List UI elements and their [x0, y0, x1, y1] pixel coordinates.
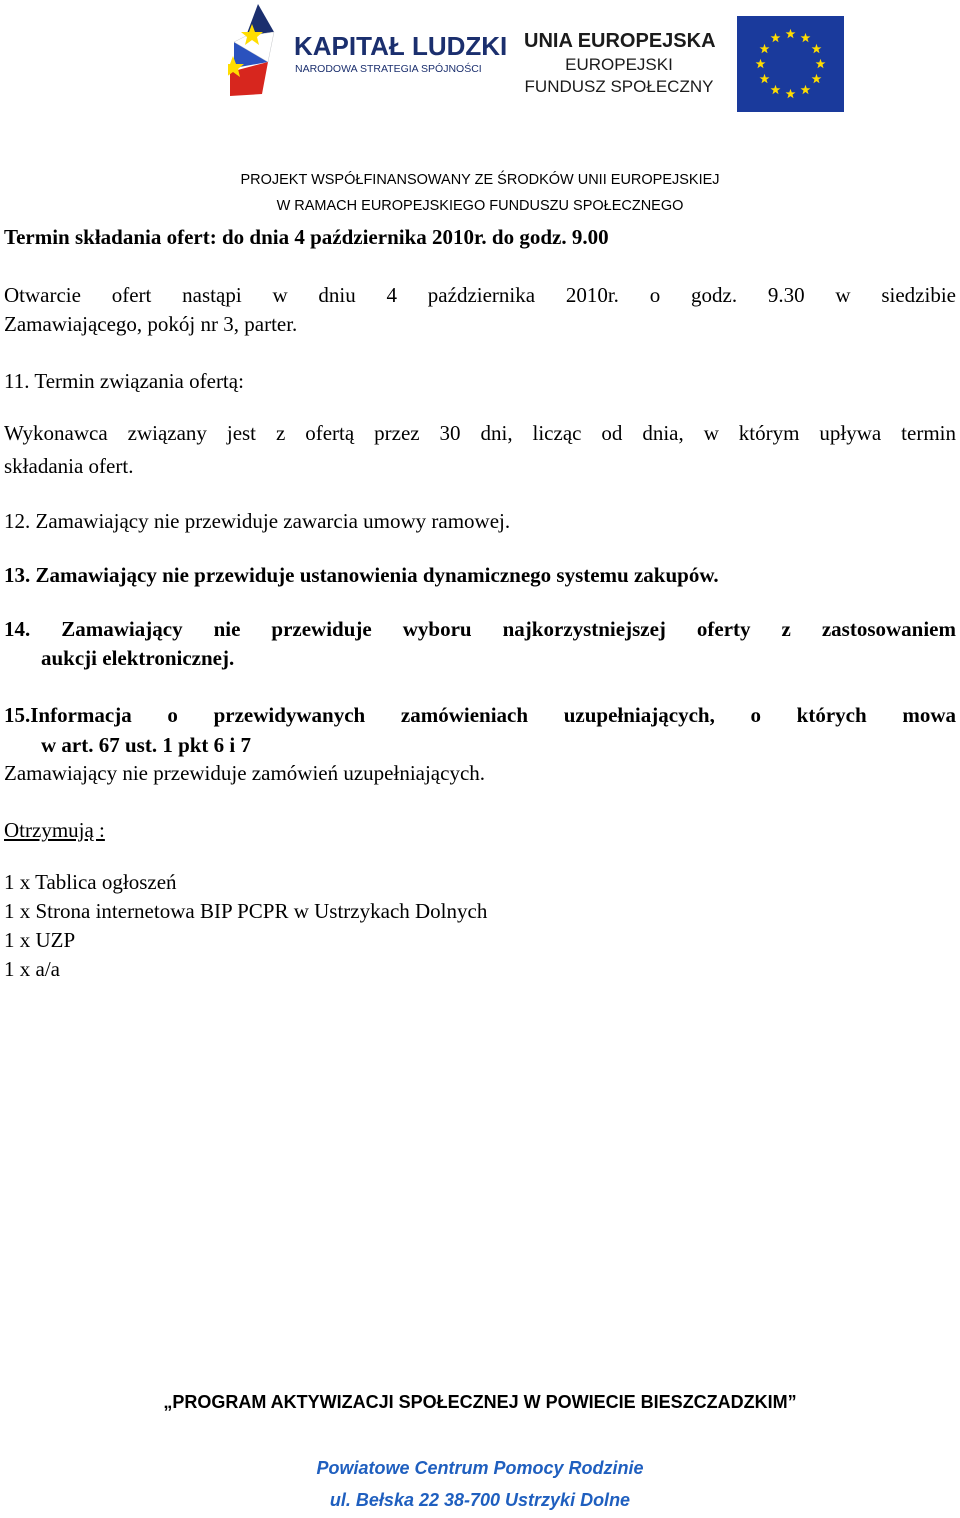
- section-11-line-2: składania ofert.: [4, 454, 134, 478]
- section-11-line-1: Wykonawca związany jest z ofertą przez 30 dni, licząc od dnia, w którym upływa termin: [4, 421, 956, 445]
- recipients-title: Otrzymują :: [4, 818, 105, 842]
- offer-deadline: Termin składania ofert: do dnia 4 października 2010r. do godz. 9.00: [4, 225, 609, 249]
- section-15-text: Zamawiający nie przewiduje zamówień uzupełniających.: [4, 761, 486, 785]
- opening-line-1: Otwarcie ofert nastąpi w dniu 4 października 2010r. o godz. 9.30 w siedzibie: [4, 283, 956, 307]
- section-15-line-1: 15.Informacja o przewidywanych zamówieniach uzupełniających, o których mowa: [4, 703, 956, 727]
- institution-name: Powiatowe Centrum Pomocy Rodzinie: [316, 1458, 644, 1478]
- eu-fund-label-1: EUROPEJSKI: [565, 55, 673, 74]
- project-fund-line: W RAMACH EUROPEJSKIEGO FUNDUSZU SPOŁECZNEGO: [276, 198, 684, 214]
- recipient-item: 1 x UZP: [4, 928, 76, 952]
- section-12: 12. Zamawiający nie przewiduje zawarcia umowy ramowej.: [4, 509, 511, 533]
- eu-flag-icon: [737, 16, 844, 112]
- recipient-item: 1 x Strona internetowa BIP PCPR w Ustrzykach Dolnych: [4, 899, 488, 923]
- kapital-ludzki-title: KAPITAŁ LUDZKI: [294, 31, 508, 61]
- section-15-line-2: w art. 67 ust. 1 pkt 6 i 7: [41, 733, 252, 757]
- eu-union-label: UNIA EUROPEJSKA: [524, 30, 716, 52]
- section-11-title: 11. Termin związania ofertą:: [4, 369, 244, 393]
- section-13: 13. Zamawiający nie przewiduje ustanowienia dynamicznego systemu zakupów.: [4, 563, 719, 587]
- recipient-item: 1 x Tablica ogłoszeń: [4, 870, 177, 894]
- institution-address: ul. Bełska 22 38-700 Ustrzyki Dolne: [329, 1490, 631, 1510]
- eu-fund-label-2: FUNDUSZ SPOŁECZNY: [524, 77, 714, 96]
- project-cofinanced-line: PROJEKT WSPÓŁFINANSOWANY ZE ŚRODKÓW UNII EUROPEJSKIEJ: [240, 172, 720, 188]
- kapital-ludzki-subtitle: NARODOWA STRATEGIA SPÓJNOŚCI: [295, 63, 482, 75]
- program-title: „PROGRAM AKTYWIZACJI SPOŁECZNEJ W POWIECIE BIESZCZADZKIM”: [163, 1392, 797, 1412]
- section-14-line-1: 14. Zamawiający nie przewiduje wyboru najkorzystniejszej oferty z zastosowaniem: [4, 617, 956, 641]
- recipient-item: 1 x a/a: [4, 957, 60, 981]
- section-14-line-2: aukcji elektronicznej.: [41, 646, 235, 670]
- opening-line-2: Zamawiającego, pokój nr 3, parter.: [4, 312, 298, 336]
